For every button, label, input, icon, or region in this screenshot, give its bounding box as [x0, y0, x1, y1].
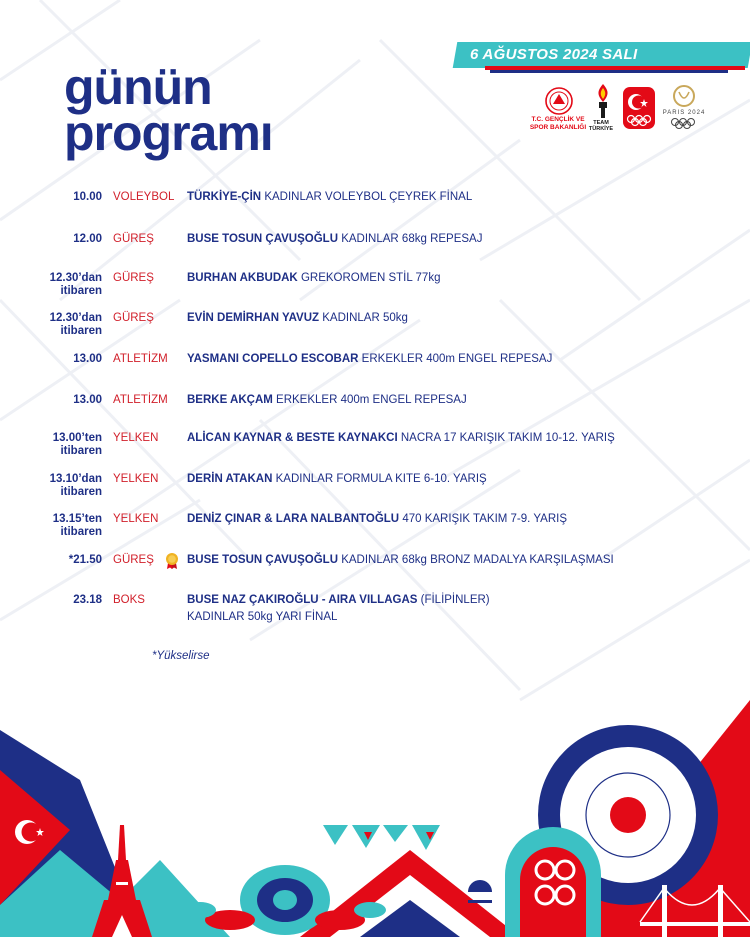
- turkish-olympic-logo: [622, 86, 656, 130]
- event-detail: KADINLAR VOLEYBOL ÇEYREK FİNAL: [264, 191, 473, 203]
- schedule-event: [187, 592, 490, 626]
- schedule-time: 12.30’dan itibaren: [49, 312, 102, 337]
- schedule-sport: BOKS: [113, 594, 145, 606]
- title-line-1: günün: [64, 59, 212, 115]
- event-detail: KADINLAR 50kg: [322, 312, 408, 324]
- schedule-sport: YELKEN: [113, 513, 159, 525]
- schedule-sport: GÜREŞ: [113, 312, 154, 324]
- schedule-time: 12.00: [73, 233, 102, 245]
- event-athlete: BUSE TOSUN ÇAVUŞOĞLU: [187, 233, 339, 245]
- sponsor-logos: [529, 86, 736, 136]
- team-logo-text: TEAM TÜRKİYE: [588, 120, 614, 132]
- schedule-sport: YELKEN: [113, 432, 159, 444]
- schedule-event: [187, 310, 408, 327]
- schedule-sport: ATLETİZM: [113, 353, 168, 365]
- event-detail: KADINLAR 68kg REPESAJ: [341, 233, 483, 245]
- paris-logo-text: PARIS 2024: [662, 110, 706, 116]
- schedule-event: [187, 471, 487, 488]
- event-athlete: DERİN ATAKAN: [187, 473, 273, 485]
- schedule-time: 10.00: [73, 191, 102, 203]
- paris-2024-logo: [662, 84, 706, 130]
- event-detail: 470 KARIŞIK TAKIM 7-9. YARIŞ: [402, 513, 568, 525]
- event-detail: ERKEKLER 400m ENGEL REPESAJ: [276, 394, 467, 406]
- event-athlete: ALİCAN KAYNAR & BESTE KAYNAKCI: [187, 432, 398, 444]
- schedule-event: [187, 231, 482, 248]
- schedule-sport: GÜREŞ: [113, 272, 154, 284]
- schedule-event: [187, 351, 552, 368]
- schedule-sport: VOLEYBOL: [113, 191, 175, 203]
- event-athlete: YASMANI COPELLO ESCOBAR: [187, 353, 359, 365]
- schedule-event: [187, 392, 467, 409]
- event-detail: GREKOROMEN STİL 77kg: [300, 272, 441, 284]
- schedule-event: [187, 552, 614, 569]
- ministry-logo: [539, 86, 579, 118]
- schedule-time: 12.30’dan itibaren: [49, 272, 102, 297]
- date-text: 6 AĞUSTOS 2024 SALI: [470, 46, 638, 63]
- schedule-time: *21.50: [68, 554, 102, 566]
- schedule-event: [187, 189, 472, 206]
- schedule-time: 13.00: [73, 394, 102, 406]
- page-title: [64, 59, 273, 161]
- event-detail: KADINLAR 68kg BRONZ MADALYA KARŞILAŞMASI: [341, 554, 614, 566]
- event-athlete: EVİN DEMİRHAN YAVUZ: [187, 312, 320, 324]
- title-line-2: programı: [64, 105, 273, 161]
- date-banner-navy-stripe: [490, 70, 728, 73]
- ministry-logo-text: T.C. GENÇLİK VE SPOR BAKANLIĞI: [529, 116, 587, 131]
- event-detail: NACRA 17 KARIŞIK TAKIM 10-12. YARIŞ: [400, 432, 615, 444]
- event-detail-line-2: KADINLAR 50kg YARI FİNAL: [187, 611, 338, 623]
- schedule-time: 23.18: [73, 594, 102, 606]
- schedule-event: [187, 430, 615, 447]
- event-athlete: DENİZ ÇINAR & LARA NALBANTOĞLU: [187, 513, 400, 525]
- event-athlete: BUSE TOSUN ÇAVUŞOĞLU: [187, 554, 339, 566]
- schedule-sport: YELKEN: [113, 473, 159, 485]
- event-athlete: BUSE NAZ ÇAKIROĞLU - AIRA VILLAGAS: [187, 594, 418, 606]
- event-detail: KADINLAR FORMULA KITE 6-10. YARIŞ: [275, 473, 487, 485]
- schedule-time: 13.00: [73, 353, 102, 365]
- schedule-sport: GÜREŞ: [113, 554, 154, 566]
- schedule-sport: GÜREŞ: [113, 233, 154, 245]
- schedule-event: [187, 270, 440, 287]
- schedule-sport: ATLETİZM: [113, 394, 168, 406]
- event-athlete: BURHAN AKBUDAK: [187, 272, 298, 284]
- event-detail: (FİLİPİNLER): [420, 594, 490, 606]
- schedule-time: 13.00’ten itibaren: [52, 432, 102, 457]
- schedule-time: 13.15’ten itibaren: [52, 513, 102, 538]
- event-detail: ERKEKLER 400m ENGEL REPESAJ: [361, 353, 553, 365]
- footer-artwork: [0, 700, 750, 937]
- event-athlete: BERKE AKÇAM: [187, 394, 273, 406]
- bronze-medal-icon: [164, 552, 180, 570]
- schedule-time: 13.10’dan itibaren: [49, 473, 102, 498]
- event-athlete: TÜRKİYE-ÇİN: [187, 191, 262, 203]
- footnote: *Yükselirse: [152, 650, 210, 662]
- schedule-event: [187, 511, 567, 528]
